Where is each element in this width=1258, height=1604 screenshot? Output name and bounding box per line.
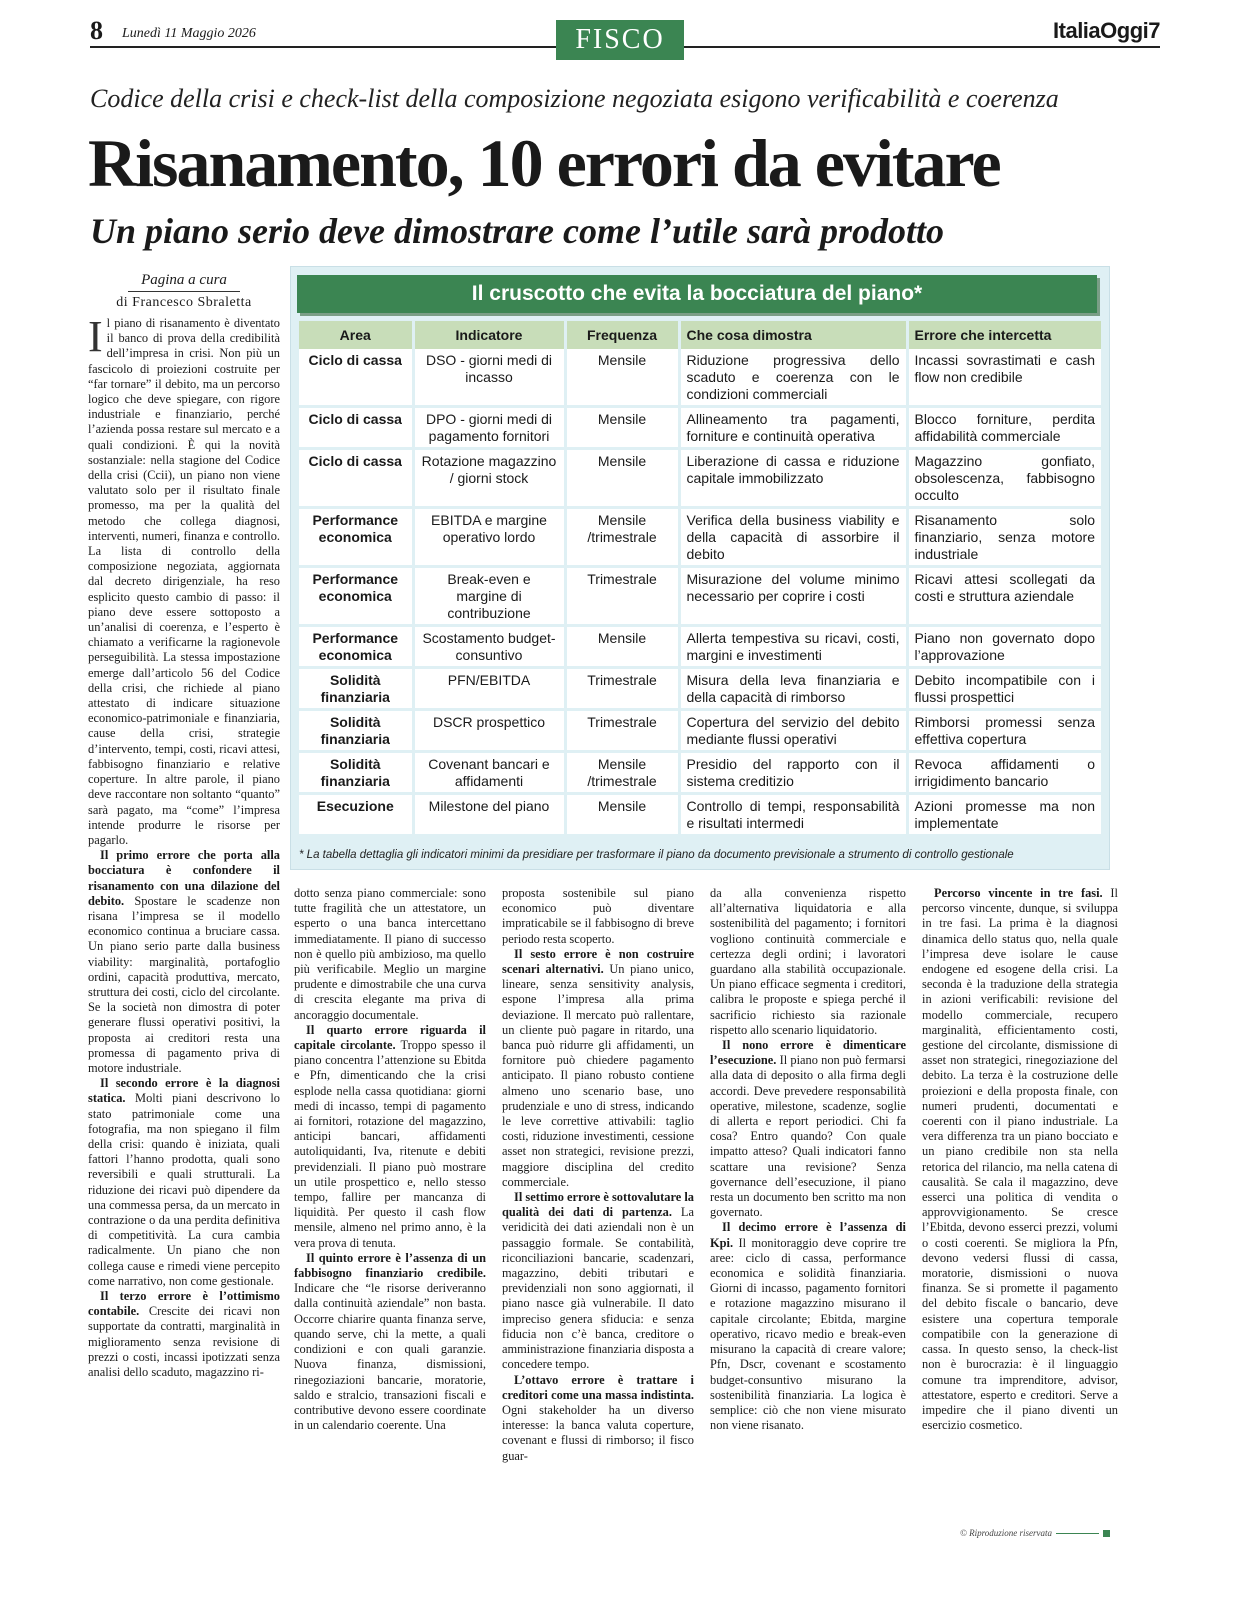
byline [90,272,278,311]
headline: Risanamento, 10 errori da evitare [88,125,1000,201]
table-row [299,349,1101,407]
paragraph: Il primo errore che porta alla bocciatura è confondere il risanamento con una dilazione del debito. Spostare le scadenze non risana l’impresa se il modello economico continua a bruciare cassa. Un piano serio parte dalla business viability: marginalità, portafoglio ordini, capacità produttiva, mercato, struttura dei costi, ciclo del circolante. Se la società non dimostra di poter generare flussi operativi positivi, la proposta ai creditori resta una promessa di pagamento priva di motore industriale. [88,848,280,1075]
table-row [299,626,1101,668]
table-cell: Mensile /trimestrale [565,752,679,794]
table-cell: Presidio del rapporto con il sistema creditizio [679,752,907,794]
article-column-2 [294,886,486,1433]
kpi-table [299,321,1101,837]
table-cell: Milestone del piano [413,794,565,836]
column-header: Errore che intercetta [907,321,1101,349]
subheadline: Un piano serio deve dimostrare come l’utile sarà prodotto [90,211,944,251]
kicker: Codice della crisi e check-list della composizione negoziata esigono verificabilità e coerenza [90,84,1059,113]
kpi-dashboard-box [290,266,1110,870]
table-cell: Trimestrale [565,567,679,626]
copyright-notice [960,1528,1110,1538]
table-cell: EBITDA e margine operativo lordo [413,508,565,567]
paragraph: dotto senza piano commerciale: sono tutte fragilità che un attestatore, un esperto o una banca intercettano immediatamente. Il piano di successo non è quello più ambizioso, ma quello più verificabile. Meglio un margine prudente e dimostrabile che una curva di crescita elegante ma priva di ancoraggio documentale. [294,886,486,1022]
page-number: 8 [90,16,103,45]
table-cell: Liberazione di cassa e riduzione capitale immobilizzato [679,449,907,508]
table-cell: Esecuzione [299,794,413,836]
table-cell: Performance economica [299,567,413,626]
table-cell: Verifica della business viability e della capacità di assorbire il debito [679,508,907,567]
table-cell: Trimestrale [565,710,679,752]
table-row [299,508,1101,567]
table-cell: Azioni promesse ma non implementate [907,794,1101,836]
table-cell: Mensile [565,407,679,449]
table-cell: Scostamento budget-consuntivo [413,626,565,668]
table-cell: Copertura del servizio del debito mediante flussi operativi [679,710,907,752]
byline-label: Pagina a cura [128,272,240,292]
end-mark-icon [1103,1530,1110,1537]
paragraph: Il piano di risanamento è diventato il banco di prova della credibilità dell’impresa in crisi. Non più un fascicolo di proiezioni costruite per “far tornare” il debito, ma un percorso logico che deve spiegare, con rigore industriale e finanziario, perché l’azienda possa restare sul mercato e a quali condizioni. È qui la novità sostanziale: nella stagione del Codice della crisi (Ccii), un piano non viene valutato solo per il risultato finale promesso, ma per la qualità del metodo che collega diagnosi, interventi, numeri, finanza e controllo. La lista di controllo della composizione negoziata, aggiornata dal decreto dirigenziale, ha reso esplicito questo cambio di passo: il piano deve essere sottoposto a un’analisi di coerenza, e l’esperto è chiamato a verificarne la ragionevole perseguibilità. La stessa impostazione emerge dall’articolo 56 del Codice della crisi, che richiede al piano attestato di indicare situazione economico-patrimoniale e finanziaria, cause della crisi, strategie d’intervento, tempi, costi, ricavi attesi, fabbisogno finanziario e relative coperture. In altre parole, il piano deve raccontare non soltanto “quanto” sarà pagato, ma “come” l’impresa intende produrre le risorse per pagarlo. [88,312,280,847]
article-column-5 [922,886,1118,1433]
table-cell: Rimborsi promessi senza effettiva copertura [907,710,1101,752]
table-cell: Misurazione del volume minimo necessario per coprire i costi [679,567,907,626]
table-cell: Trimestrale [565,668,679,710]
table-row [299,668,1101,710]
table-cell: Ciclo di cassa [299,349,413,407]
table-cell: Break-even e margine di contribuzione [413,567,565,626]
table-cell: PFN/EBITDA [413,668,565,710]
article-column-1 [88,312,280,1380]
divider [1056,1533,1099,1534]
table-cell: Ricavi attesi scollegati da costi e struttura aziendale [907,567,1101,626]
paragraph: proposta sostenibile sul piano economico può diventare impraticabile se il fabbisogno di breve periodo resta scoperto. [502,886,694,946]
table-cell: Ciclo di cassa [299,449,413,508]
paragraph: Il sesto errore è non costruire scenari alternativi. Un piano unico, lineare, senza sensitivity analysis, espone l’impresa alla prima deviazione. Il mercato può rallentare, un cliente può pagare in ritardo, una banca può ridurre gli affidamenti, un fornitore può chiedere pagamento anticipato. Il piano robusto contiene almeno uno scenario base, uno prudenziale e uno di stress, indicando le leve correttive attivabili: taglio costi, riduzione investimenti, cessione asset non strategici, revisione prezzi, maggiore disciplina del credito commerciale. [502,946,695,1189]
drop-cap: I [88,312,103,361]
table-cell: Controllo di tempi, responsabilità e risultati intermedi [679,794,907,836]
table-cell: Blocco forniture, perdita affidabilità commerciale [907,407,1101,449]
table-cell: DPO - giorni medi di pagamento fornitori [413,407,565,449]
table-cell: Mensile [565,626,679,668]
table-cell: Mensile [565,794,679,836]
table-row [299,794,1101,836]
copyright-text: © Riproduzione riservata [960,1528,1052,1538]
column-header: Area [299,321,413,349]
table-cell: Mensile [565,449,679,508]
column-header: Frequenza [565,321,679,349]
article-column-4 [710,886,906,1433]
table-row [299,752,1101,794]
table-cell: Solidità finanziaria [299,668,413,710]
table-title: Il cruscotto che evita la bocciatura del piano* [297,275,1097,313]
table-cell: Mensile [565,349,679,407]
table-cell: DSCR prospettico [413,710,565,752]
table-row [299,407,1101,449]
table-cell: Performance economica [299,508,413,567]
table-footnote: * La tabella dettaglia gli indicatori minimi da presidiare per trasformare il piano da documento previsionale a strumento di controllo gestionale [299,849,1014,861]
table-cell: Covenant bancari e affidamenti [413,752,565,794]
paragraph: Percorso vincente in tre fasi. Il percorso vincente, dunque, si sviluppa in tre fasi. La prima è la diagnosi dinamica dello status quo, nella quale l’impresa deve isolare le cause endogene ed esogene della crisi. La seconda è la traduzione della strategia in azioni verificabili: revisione del modello commerciale, recupero marginalità, efficientamento costi, gestione del circolante, dismissione di asset non strategici, rinegoziazione del debito. La terza è la costruzione delle proiezioni e della proposta finale, con numeri prudenti, documentati e coerenti con il piano industriale. La vera differenza tra un piano bocciato e un piano credibile non sta nella retorica del rilancio, ma nella catena di causalità. Se cala il magazzino, deve esserci una politica di vendita o approvvigionamento. Se cresce l’Ebitda, devono esserci prezzi, volumi o costi coerenti. Se migliora la Pfn, devono vedersi flussi di cassa, moratorie, dismissioni o nuova finanza. Se si promette il pagamento del debito fiscale o bancario, deve esistere una copertura temporale compatibile con la generazione di cassa. In questo senso, la check-list non è burocrazia: è il linguaggio comune tra imprenditore, advisor, attestatore, esperto e creditori. Serve a impedire che il piano diventi un esercizio cosmetico. [922,886,1118,1433]
table-row [299,710,1101,752]
paragraph: Il decimo errore è l’assenza di Kpi. Il monitoraggio deve coprire tre aree: ciclo di cassa, performance economica e solidità finanziaria. Giorni di incasso, pagamento fornitori e rotazione magazzino misurano il capitale circolante; Ebitda, margine operativo, ricavo medio e break-even misurano la capacità di creare valore; Pfn, Dscr, covenant e scostamento budget-consuntivo misurano la sostenibilità finanziaria. La logica è semplice: ciò che non viene misurato non viene risanato. [710,1220,906,1433]
table-cell: Incassi sovrastimati e cash flow non credibile [907,349,1101,407]
table-cell: Mensile /trimestrale [565,508,679,567]
paragraph: Il secondo errore è la diagnosi statica. Molti piani descrivono lo stato patrimoniale come una fotografia, ma non spiegano il film della crisi: quando è iniziata, quali fattori l’hanno prodotta, quali sono reversibili e quali strutturali. La riduzione dei ricavi può dipendere da una commessa persa, da un mercato in contrazione o da una perdita definitiva di competitività. La cura cambia radicalmente. Un piano che non collega cause e rimedi viene percepito come narrativo, non come gestionale. [88,1076,280,1288]
table-cell: Revoca affidamenti o irrigidimento bancario [907,752,1101,794]
table-cell: Riduzione progressiva dello scaduto e coerenza con le condizioni commerciali [679,349,907,407]
table-cell: Rotazione magazzino / giorni stock [413,449,565,508]
paragraph: da alla convenienza rispetto all’alternativa liquidatoria e alla sostenibilità del pagamento; i fornitori vogliono continuità commerciale e certezza degli ordini; i lavoratori guardano alla stabilità occupazionale. Un piano efficace segmenta i creditori, calibra le proposte e spiega perché il sacrificio richiesto sia razionale rispetto allo scenario liquidatorio. [710,886,906,1037]
table-cell: Piano non governato dopo l’approvazione [907,626,1101,668]
paragraph: Il quinto errore è l’assenza di un fabbisogno finanziario credibile. Indicare che “le risorse deriveranno dalla continuità aziendale” non basta. Occorre chiarire quanta finanza serve, quando serve, chi la mette, a quali condizioni e con quali garanzie. Nuova finanza, dismissioni, rinegoziazioni bancarie, moratorie, saldo e stralcio, transazioni fiscali e contributive devono essere coordinate in un calendario coerente. Una [294,1250,486,1433]
section-label: FISCO [556,20,684,60]
table-cell: Magazzino gonfiato, obsolescenza, fabbisogno occulto [907,449,1101,508]
paragraph: L’ottavo errore è trattare i creditori come una massa indistinta. Ogni stakeholder ha un diverso interesse: la banca valuta coperture, covenant e flussi di rimborso; il fisco guar- [502,1372,694,1463]
paragraph: Il nono errore è dimenticare l’esecuzione. Il piano non può fermarsi alla data di deposito o alla firma degli accordi. Deve prevedere responsabilità operative, milestone, scadenze, soglie di allerta e report periodici. Chi fa cosa? Entro quando? Con quale impatto atteso? Quali indicatori fanno scattare una revisione? Senza governance dell’esecuzione, il piano resta un documento ben scritto ma non governato. [710,1038,906,1220]
issue-date: Lunedì 11 Maggio 2026 [122,26,256,41]
paragraph: Il settimo errore è sottovalutare la qualità dei dati di partenza. La veridicità dei dati aziendali non è un passaggio formale. Se contabilità, riconciliazioni bancarie, scadenzari, magazzino, debiti tributari e previdenziali non sono aggiornati, il piano nasce già vulnerabile. Il dato impreciso genera sfiducia: e senza fiducia non c’è banca, creditore o amministrazione finanziaria disposta a concedere tempo. [502,1190,694,1372]
table-cell: Debito incompatibile con i flussi prospettici [907,668,1101,710]
table-cell: Ciclo di cassa [299,407,413,449]
table-cell: Solidità finanziaria [299,710,413,752]
table-header-row [299,321,1101,349]
article-column-3 [502,886,694,1464]
table-cell: Performance economica [299,626,413,668]
table-row [299,449,1101,508]
byline-author: di Francesco Sbraletta [116,295,252,310]
table-row [299,567,1101,626]
page-header [90,14,1160,60]
table-cell: Allineamento tra pagamenti, forniture e continuità operativa [679,407,907,449]
table-cell: Solidità finanziaria [299,752,413,794]
newspaper-logo: ItaliaOggi7 [1053,18,1160,43]
paragraph: Il quarto errore riguarda il capitale circolante. Troppo spesso il piano concentra l’attenzione su Ebitda e Pfn, dimenticando che la crisi esplode nella cassa quotidiana: giorni medi di incasso, tempi di pagamento ai fornitori, rotazione del magazzino, anticipi bancari, affidamenti autoliquidanti, Iva, ritenute e debiti previdenziali. Il piano può mostrare un utile prospettico e, nello stesso tempo, fallire per mancanza di liquidità. Per questo il cash flow mensile, almeno nel primo anno, è la vera prova di tenuta. [294,1022,486,1250]
paragraph: Il terzo errore è l’ottimismo contabile. Crescite dei ricavi non supportate da contratti, marginalità in miglioramento senza revisione di prezzi o costi, incassi ipotizzati senza analisi dello scaduto, magazzino ri- [88,1289,280,1380]
table-cell: Misura della leva finanziaria e della capacità di rimborso [679,668,907,710]
table-cell: Allerta tempestiva su ricavi, costi, margini e investimenti [679,626,907,668]
table-cell: DSO - giorni medi di incasso [413,349,565,407]
table-cell: Risanamento solo finanziario, senza motore industriale [907,508,1101,567]
column-header: Indicatore [413,321,565,349]
column-header: Che cosa dimostra [679,321,907,349]
